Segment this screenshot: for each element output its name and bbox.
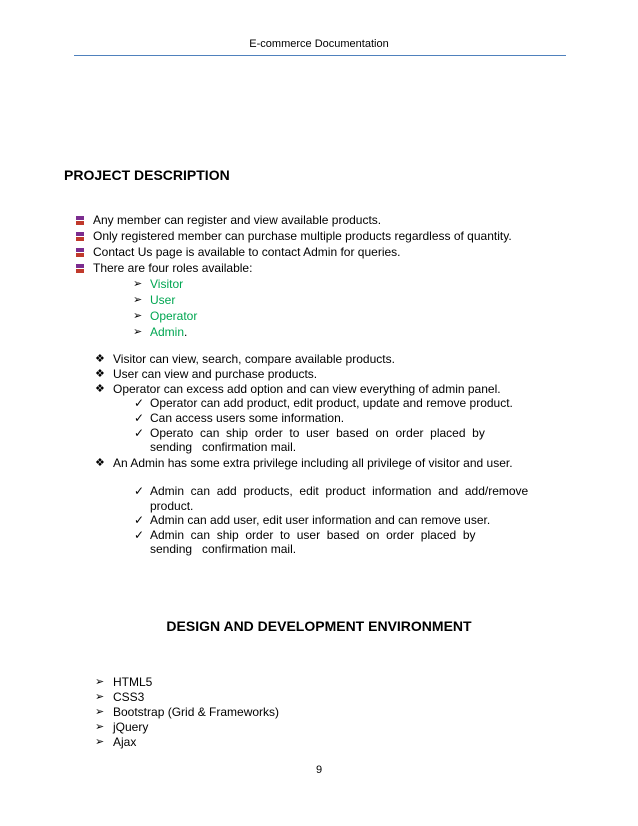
arrow-bullet-icon: ➢ [95,676,105,688]
environment-item: CSS3 [113,690,145,704]
arrow-bullet-icon: ➢ [95,721,105,733]
arrow-bullet-icon: ➢ [133,278,143,290]
privilege-item: Visitor can view, search, compare available products. [113,352,395,366]
diamond-bullet-icon: ❖ [95,457,105,469]
project-bullet: Only registered member can purchase multiple products regardless of quantity. [93,229,512,243]
check-icon: ✓ [134,411,145,425]
environment-item: Bootstrap (Grid & Frameworks) [113,705,280,719]
square-bullet-icon [76,248,84,257]
project-bullet: Any member can register and view available products. [93,213,382,227]
admin-check-item: Admin can ship order to user based on order placed by [150,528,476,542]
role-suffix: . [184,325,188,339]
project-bullet: There are four roles available: [93,261,253,275]
role-admin-label: Admin [150,325,185,339]
admin-check-item: Admin can add products, edit product information and add/remove [150,484,529,498]
check-icon: ✓ [134,484,145,498]
square-bullet-icon [76,264,84,273]
arrow-bullet-icon: ➢ [95,706,105,718]
arrow-bullet-icon: ➢ [133,310,143,322]
privilege-item: Operator can excess add option and can view everything of admin panel. [113,382,501,396]
project-description-heading: PROJECT DESCRIPTION [64,167,230,183]
role-item [150,325,187,339]
operator-check-continuation: sending confirmation mail. [150,440,297,454]
check-icon: ✓ [134,513,145,527]
admin-check-item: Admin can add user, edit user information and can remove user. [150,513,491,527]
operator-check-item: Operato can ship order to user based on order placed by [150,426,485,440]
arrow-bullet-icon: ➢ [95,691,105,703]
environment-item: Ajax [113,735,137,749]
header-rule [74,55,566,56]
privilege-item: User can view and purchase products. [113,367,318,381]
project-bullet: Contact Us page is available to contact Admin for queries. [93,245,401,259]
environment-item: HTML5 [113,675,153,689]
diamond-bullet-icon: ❖ [95,353,105,365]
admin-check-continuation: product. [150,499,194,513]
check-icon: ✓ [134,396,145,410]
privilege-item: An Admin has some extra privilege including all privilege of visitor and user. [113,456,513,470]
arrow-bullet-icon: ➢ [133,326,143,338]
check-icon: ✓ [134,528,145,542]
admin-check-continuation: sending confirmation mail. [150,542,297,556]
page-number: 9 [315,764,323,776]
design-environment-heading: DESIGN AND DEVELOPMENT ENVIRONMENT [166,618,472,634]
square-bullet-icon [76,232,84,241]
environment-item: jQuery [113,720,149,734]
diamond-bullet-icon: ❖ [95,383,105,395]
square-bullet-icon [76,216,84,225]
diamond-bullet-icon: ❖ [95,368,105,380]
running-header: E-commerce Documentation [249,38,389,50]
operator-check-item: Can access users some information. [150,411,345,425]
role-item: Visitor [150,277,184,291]
operator-check-item: Operator can add product, edit product, update and remove product. [150,396,513,410]
check-icon: ✓ [134,426,145,440]
role-item: User [150,293,176,307]
arrow-bullet-icon: ➢ [95,736,105,748]
role-item: Operator [150,309,198,323]
arrow-bullet-icon: ➢ [133,294,143,306]
